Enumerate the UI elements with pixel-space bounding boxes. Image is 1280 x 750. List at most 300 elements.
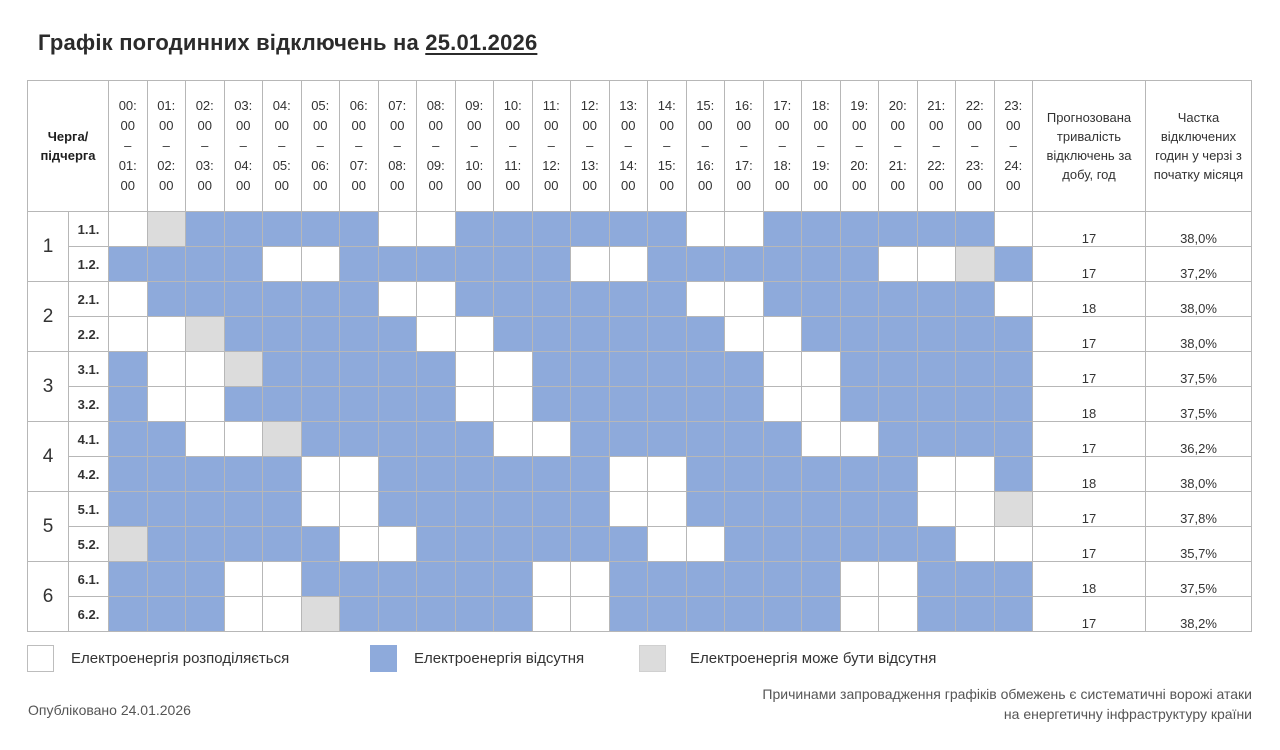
hour-cell-on: [147, 387, 186, 422]
hour-cell-off: [417, 597, 456, 632]
hour-cell-off: [609, 597, 648, 632]
hour-cell-off: [455, 422, 494, 457]
hour-header-part: 00: [313, 118, 328, 133]
hour-cell-off: [648, 387, 687, 422]
hour-header-part: –: [162, 138, 170, 153]
hour-cell-off: [763, 597, 802, 632]
share-value: 36,2%: [1146, 422, 1252, 457]
page-title: [38, 30, 537, 56]
subqueue-label: 2.2.: [69, 317, 109, 352]
hour-cell-off: [301, 352, 340, 387]
hour-column-header: [609, 81, 648, 212]
hour-cell-on: [840, 562, 879, 597]
hour-header-part: 00: [120, 178, 135, 193]
hour-cell-on: [725, 212, 764, 247]
hour-cell-off: [455, 492, 494, 527]
hour-header-part: 00: [544, 118, 559, 133]
hour-cell-off: [532, 212, 571, 247]
hour-cell-on: [340, 492, 379, 527]
queue-number: 5: [28, 492, 69, 562]
hour-cell-on: [263, 597, 302, 632]
hour-cell-off: [532, 282, 571, 317]
hour-cell-maybe: [994, 492, 1033, 527]
reason-line-1: Причинами запровадження графіків обмежень є систематичні ворожі атаки: [762, 686, 1252, 702]
hour-header-part: 10:: [503, 98, 522, 113]
hour-header-part: 00: [621, 118, 636, 133]
hour-cell-off: [378, 597, 417, 632]
hour-cell-off: [763, 492, 802, 527]
hour-column-header: [840, 81, 879, 212]
hour-cell-off: [494, 527, 533, 562]
hour-cell-on: [994, 527, 1033, 562]
hour-cell-off: [417, 352, 456, 387]
hour-cell-off: [840, 352, 879, 387]
hour-cell-off: [725, 387, 764, 422]
hour-cell-on: [879, 247, 918, 282]
hour-header-part: 00: [736, 178, 751, 193]
hour-cell-off: [224, 492, 263, 527]
hour-cell-off: [802, 597, 841, 632]
hour-cell-off: [686, 597, 725, 632]
hour-cell-maybe: [186, 317, 225, 352]
hour-cell-off: [263, 492, 302, 527]
hour-cell-off: [994, 562, 1033, 597]
hour-header-part: 00: [428, 118, 443, 133]
hour-cell-on: [648, 527, 687, 562]
hour-cell-off: [494, 282, 533, 317]
hour-cell-off: [686, 387, 725, 422]
hour-cell-off: [879, 457, 918, 492]
schedule-body: [28, 212, 1252, 632]
queue-column-header: Черга/ підчерга: [28, 81, 109, 212]
hour-column-header: [109, 81, 148, 212]
hour-cell-off: [802, 527, 841, 562]
hour-cell-off: [840, 387, 879, 422]
hour-cell-off: [994, 597, 1033, 632]
hour-cell-off: [417, 247, 456, 282]
hour-column-header: [532, 81, 571, 212]
hour-header-part: 00: [621, 178, 636, 193]
hour-cell-off: [301, 212, 340, 247]
title-prefix: Графік погодинних відключень на: [38, 30, 419, 55]
hour-header-part: 00: [736, 118, 751, 133]
legend-item-power-maybe: [639, 645, 936, 672]
hour-cell-on: [686, 527, 725, 562]
hour-cell-off: [186, 492, 225, 527]
hour-header-part: 24:: [1004, 158, 1023, 173]
hour-header-part: 02:: [157, 158, 176, 173]
hour-column-header: [956, 81, 995, 212]
hour-cell-off: [494, 212, 533, 247]
hour-cell-off: [609, 422, 648, 457]
hour-header-part: –: [624, 138, 632, 153]
hour-header-part: 14:: [619, 158, 638, 173]
hour-cell-off: [917, 527, 956, 562]
hour-header-part: 00: [351, 118, 366, 133]
share-column-header: Частка відключених годин у черзі з початку місяця: [1146, 81, 1252, 212]
hour-cell-off: [340, 422, 379, 457]
legend-swatch-blue: [370, 645, 397, 672]
hour-cell-off: [725, 562, 764, 597]
hour-cell-on: [725, 317, 764, 352]
hour-header-part: 00: [852, 178, 867, 193]
subqueue-label: 1.2.: [69, 247, 109, 282]
hour-cell-off: [609, 387, 648, 422]
hour-cell-on: [917, 457, 956, 492]
hour-cell-off: [301, 527, 340, 562]
share-value: 37,5%: [1146, 562, 1252, 597]
hour-cell-off: [455, 212, 494, 247]
hour-header-part: 11:: [542, 98, 560, 113]
hour-cell-off: [648, 212, 687, 247]
hour-cell-on: [609, 457, 648, 492]
hour-column-header: [147, 81, 186, 212]
hour-cell-off: [917, 282, 956, 317]
hour-cell-off: [956, 282, 995, 317]
hour-cell-off: [109, 457, 148, 492]
hour-cell-off: [532, 352, 571, 387]
hour-cell-maybe: [147, 212, 186, 247]
legend-item-power-on: [27, 645, 289, 672]
hour-header-part: 00: [967, 118, 982, 133]
hour-header-part: 14:: [657, 98, 676, 113]
hour-cell-on: [301, 457, 340, 492]
duration-value: 18: [1033, 387, 1146, 422]
hour-cell-on: [917, 247, 956, 282]
hour-cell-off: [956, 562, 995, 597]
hour-cell-off: [802, 247, 841, 282]
hour-cell-on: [301, 492, 340, 527]
hour-header-part: –: [1009, 138, 1017, 153]
hour-cell-on: [186, 352, 225, 387]
hour-cell-off: [994, 317, 1033, 352]
hour-header-part: 07:: [349, 158, 368, 173]
hour-column-header: [725, 81, 764, 212]
hour-header-part: 10:: [465, 158, 484, 173]
duration-value: 17: [1033, 492, 1146, 527]
hour-cell-off: [648, 247, 687, 282]
hour-cell-off: [224, 212, 263, 247]
hour-header-part: 15:: [657, 158, 676, 173]
hour-cell-off: [224, 457, 263, 492]
subqueue-row: [28, 387, 1252, 422]
share-value: 37,8%: [1146, 492, 1252, 527]
hour-cell-on: [571, 597, 610, 632]
hour-column-header: [571, 81, 610, 212]
hour-cell-on: [686, 212, 725, 247]
hour-cell-off: [455, 247, 494, 282]
hour-header-part: 00: [775, 178, 790, 193]
hour-header-part: –: [586, 138, 594, 153]
hour-header-part: –: [740, 138, 748, 153]
share-value: 35,7%: [1146, 527, 1252, 562]
hour-cell-off: [917, 352, 956, 387]
hour-header-part: –: [393, 138, 401, 153]
hour-header-part: 00: [159, 118, 174, 133]
hour-cell-off: [224, 282, 263, 317]
share-value: 37,2%: [1146, 247, 1252, 282]
hour-cell-off: [571, 457, 610, 492]
hour-cell-off: [378, 317, 417, 352]
hour-header-part: –: [355, 138, 363, 153]
hour-cell-off: [494, 492, 533, 527]
hour-cell-off: [494, 247, 533, 282]
hour-cell-off: [725, 527, 764, 562]
hour-header-part: 00: [236, 178, 251, 193]
hour-column-header: [494, 81, 533, 212]
hour-column-header: [378, 81, 417, 212]
duration-column-header: Прогнозована тривалість відключень за добу, год: [1033, 81, 1146, 212]
hour-header-part: 00: [274, 178, 289, 193]
hour-cell-off: [186, 562, 225, 597]
hour-cell-off: [879, 387, 918, 422]
hour-cell-on: [340, 527, 379, 562]
hour-header-part: 00: [929, 178, 944, 193]
hour-cell-off: [917, 212, 956, 247]
hour-cell-off: [263, 317, 302, 352]
hour-cell-off: [340, 282, 379, 317]
hour-cell-on: [494, 387, 533, 422]
subqueue-label: 5.2.: [69, 527, 109, 562]
hour-cell-off: [224, 247, 263, 282]
hour-cell-maybe: [956, 247, 995, 282]
hour-header-part: 00: [197, 178, 212, 193]
hour-cell-off: [686, 247, 725, 282]
hour-header-part: 06:: [311, 158, 330, 173]
hour-cell-on: [956, 527, 995, 562]
hour-cell-off: [956, 212, 995, 247]
hour-cell-on: [378, 527, 417, 562]
hour-cell-on: [417, 317, 456, 352]
hour-header-part: –: [239, 138, 247, 153]
hour-header-part: 18:: [811, 98, 830, 113]
hour-header-part: 00:: [118, 98, 137, 113]
hour-cell-off: [455, 457, 494, 492]
title-date: 25.01.2026: [425, 30, 538, 55]
hour-cell-on: [109, 212, 148, 247]
legend-swatch-grey: [639, 645, 666, 672]
duration-value: 18: [1033, 562, 1146, 597]
hour-header-part: 12:: [542, 158, 561, 173]
hour-cell-off: [532, 387, 571, 422]
hour-cell-off: [301, 562, 340, 597]
hour-cell-off: [879, 422, 918, 457]
hour-cell-off: [609, 527, 648, 562]
hour-cell-on: [109, 317, 148, 352]
hour-cell-off: [686, 457, 725, 492]
hour-header-part: 13:: [619, 98, 638, 113]
hour-column-header: [802, 81, 841, 212]
hour-cell-off: [763, 247, 802, 282]
duration-value: 17: [1033, 527, 1146, 562]
hour-cell-on: [879, 597, 918, 632]
hour-cell-off: [378, 247, 417, 282]
hour-cell-off: [109, 247, 148, 282]
hour-header-part: 00: [659, 118, 674, 133]
hour-cell-on: [532, 597, 571, 632]
subqueue-row: [28, 282, 1252, 317]
hour-cell-off: [994, 387, 1033, 422]
hour-column-header: [455, 81, 494, 212]
hour-header-part: 08:: [426, 98, 445, 113]
hour-cell-off: [340, 597, 379, 632]
hour-header-part: 16:: [734, 98, 753, 113]
hour-header-part: 12:: [580, 98, 599, 113]
hour-cell-on: [994, 282, 1033, 317]
hour-header-part: 05:: [272, 158, 291, 173]
hour-cell-off: [263, 387, 302, 422]
hour-cell-off: [609, 317, 648, 352]
hour-cell-off: [571, 212, 610, 247]
hour-cell-on: [417, 282, 456, 317]
hour-cell-off: [648, 352, 687, 387]
hour-cell-on: [686, 282, 725, 317]
hour-cell-off: [879, 352, 918, 387]
share-value: 38,0%: [1146, 317, 1252, 352]
hour-cell-on: [956, 492, 995, 527]
hour-cell-off: [571, 422, 610, 457]
hour-header-part: 00: [813, 118, 828, 133]
hour-header-part: 19:: [811, 158, 830, 173]
hour-header-part: 00: [582, 178, 597, 193]
hour-cell-maybe: [263, 422, 302, 457]
hour-header-part: 05:: [311, 98, 330, 113]
hour-cell-off: [109, 597, 148, 632]
hour-cell-off: [147, 247, 186, 282]
hour-cell-off: [494, 317, 533, 352]
hour-cell-on: [802, 352, 841, 387]
hour-cell-off: [840, 247, 879, 282]
hour-header-part: 00: [544, 178, 559, 193]
hour-cell-off: [802, 492, 841, 527]
hour-header-part: 13:: [580, 158, 599, 173]
hour-cell-off: [301, 387, 340, 422]
hour-cell-on: [417, 212, 456, 247]
hour-cell-off: [301, 282, 340, 317]
hour-cell-off: [417, 527, 456, 562]
hour-header-part: 09:: [465, 98, 484, 113]
hour-cell-on: [956, 457, 995, 492]
hour-cell-on: [648, 492, 687, 527]
hour-cell-off: [763, 422, 802, 457]
hour-column-header: [301, 81, 340, 212]
hour-cell-off: [417, 457, 456, 492]
hour-cell-on: [224, 562, 263, 597]
hour-cell-off: [532, 527, 571, 562]
hour-cell-off: [648, 422, 687, 457]
hour-cell-off: [994, 247, 1033, 282]
hour-header-part: 00: [467, 178, 482, 193]
hour-column-header: [763, 81, 802, 212]
hour-cell-on: [532, 422, 571, 457]
hour-header-part: 23:: [1004, 98, 1023, 113]
duration-value: 17: [1033, 317, 1146, 352]
hour-cell-off: [725, 352, 764, 387]
hour-cell-off: [840, 317, 879, 352]
hour-header-part: –: [817, 138, 825, 153]
hour-header-part: 00: [159, 178, 174, 193]
hour-header-part: 21:: [927, 98, 946, 113]
hour-cell-off: [879, 212, 918, 247]
subqueue-row: [28, 597, 1252, 632]
hour-header-part: 00: [698, 118, 713, 133]
hour-cell-off: [879, 317, 918, 352]
hour-header-part: 00: [929, 118, 944, 133]
hour-header-part: 00: [120, 118, 135, 133]
published-date: Опубліковано 24.01.2026: [28, 702, 191, 718]
hour-cell-off: [340, 247, 379, 282]
hour-cell-off: [378, 387, 417, 422]
hour-cell-off: [109, 387, 148, 422]
hour-cell-off: [263, 212, 302, 247]
hour-cell-off: [224, 317, 263, 352]
hour-cell-off: [109, 352, 148, 387]
hour-header-part: 07:: [388, 98, 407, 113]
share-value: 38,0%: [1146, 212, 1252, 247]
subqueue-label: 4.1.: [69, 422, 109, 457]
hour-cell-off: [417, 387, 456, 422]
hour-header-part: 11:: [504, 158, 522, 173]
hour-header-part: –: [701, 138, 709, 153]
hour-header-part: 00: [197, 118, 212, 133]
legend-label: Електроенергія може бути відсутня: [690, 650, 937, 667]
hour-cell-off: [186, 527, 225, 562]
hour-header-part: 03:: [234, 98, 253, 113]
hour-cell-off: [532, 492, 571, 527]
hour-column-header: [340, 81, 379, 212]
hour-column-header: [994, 81, 1033, 212]
hour-cell-off: [763, 562, 802, 597]
subqueue-label: 5.1.: [69, 492, 109, 527]
hour-cell-off: [802, 562, 841, 597]
hour-header-part: –: [855, 138, 863, 153]
subqueue-row: [28, 247, 1252, 282]
hour-cell-off: [802, 212, 841, 247]
hour-column-header: [879, 81, 918, 212]
hour-cell-off: [917, 597, 956, 632]
hour-header-part: 20:: [850, 158, 869, 173]
hour-header-part: 22:: [927, 158, 946, 173]
hour-header-part: –: [124, 138, 132, 153]
hour-cell-off: [186, 457, 225, 492]
hour-header-part: 00: [390, 118, 405, 133]
hour-header-part: 15:: [696, 98, 715, 113]
hour-cell-off: [686, 562, 725, 597]
hour-header-part: –: [432, 138, 440, 153]
subqueue-row: [28, 212, 1252, 247]
hour-cell-on: [609, 247, 648, 282]
hour-cell-off: [648, 317, 687, 352]
share-value: 37,5%: [1146, 387, 1252, 422]
hour-cell-off: [340, 352, 379, 387]
hour-cell-on: [648, 457, 687, 492]
hour-cell-off: [340, 317, 379, 352]
hour-cell-off: [109, 562, 148, 597]
queue-number: 3: [28, 352, 69, 422]
share-value: 37,5%: [1146, 352, 1252, 387]
hour-cell-on: [802, 387, 841, 422]
hour-header-part: 06:: [349, 98, 368, 113]
hour-cell-on: [109, 282, 148, 317]
hour-cell-off: [686, 317, 725, 352]
hour-cell-off: [994, 457, 1033, 492]
queue-number: 6: [28, 562, 69, 632]
hour-cell-off: [532, 317, 571, 352]
hour-cell-on: [378, 212, 417, 247]
outage-schedule-table: [27, 80, 1252, 632]
hour-header-part: –: [470, 138, 478, 153]
hour-cell-on: [571, 247, 610, 282]
